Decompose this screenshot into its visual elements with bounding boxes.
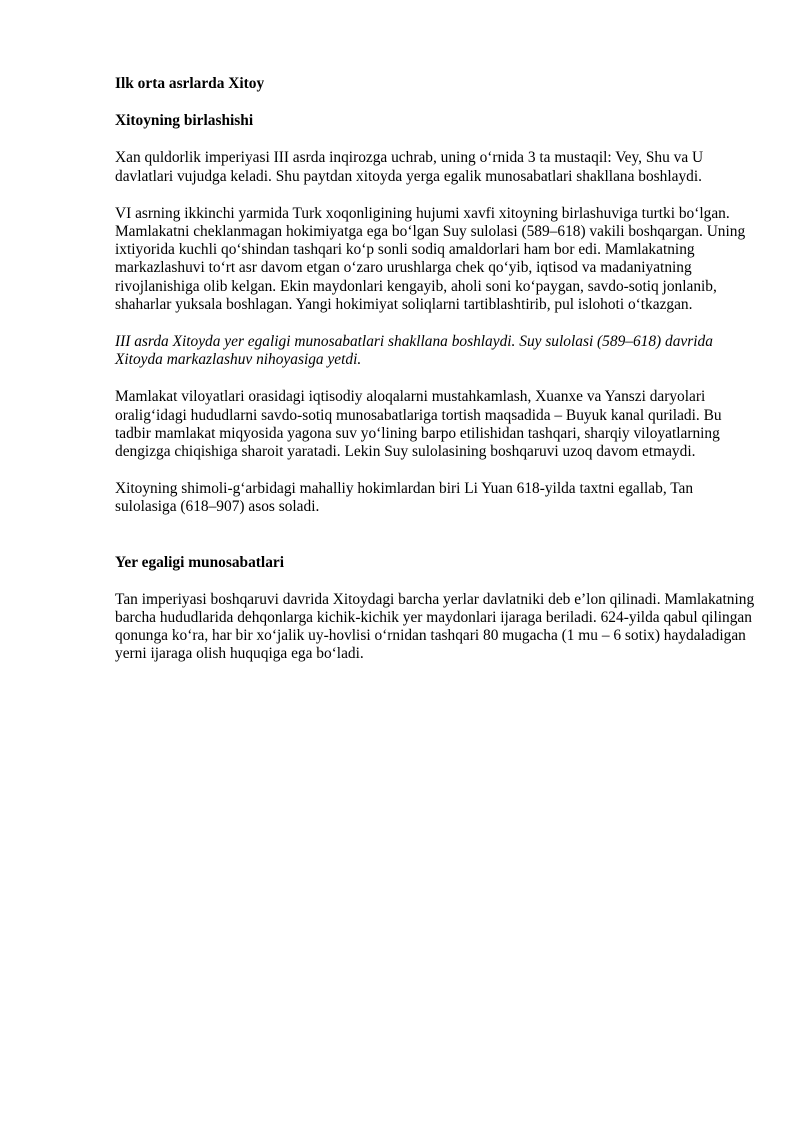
document-title: Ilk orta asrlarda Xitoy <box>115 75 265 92</box>
paragraph-han-collapse: Xan quldorlik imperiyasi III asrda inqirozga uchrab, uning o‘rnida 3 ta mustaqil: Vey, Shu va U davlatlari vujudga keladi. Shu paytdan xitoyda yerga egalik munosabatlari shakllana boshlaydi. <box>115 149 704 185</box>
paragraph-grand-canal: Mamlakat viloyatlari orasidagi iqtisodiy aloqalarni mustahkamlash, Xuanxe va Yanszi daryolari oralig‘idagi hududlarni savdo-sotiq munosabatlariga tortish maqsadida – Buyuk kanal quriladi. Bu tadbir mamlakat miqyosida yagona suv yo‘lining barpo etilishidan tashqari, sharqiy viloyatlarning dengizga chiqishiga sharoit yaratadi. Lekin Suy sulolasining boshqaruvi uzoq davom etmaydi. <box>115 388 722 461</box>
paragraph-tang-land: Tan imperiyasi boshqaruvi davrida Xitoydagi barcha yerlar davlatniki deb e’lon qilinadi. Mamlakatning barcha hududlarida dehqonlarga kichik-kichik yer maydonlari ijaraga beriladi. 624-yilda qabul qilingan qonunga ko‘ra, har bir xo‘jalik uy-hovlisi o‘rnidan tashqari 80 mugacha (1 mu – 6 sotix) haydaladigan yerni ijaraga olish huquqiga ega bo‘ladi. <box>115 590 755 663</box>
paragraph-tang-founding: Xitoyning shimoli-g‘arbidagi mahalliy hokimlardan biri Li Yuan 618-yilda taxtni egallab, Tan sulolasiga (618–907) asos soladi. <box>115 480 694 516</box>
paragraph-suy-dynasty: VI asrning ikkinchi yarmida Turk xoqonligining hujumi xavfi xitoyning birlashuviga turtki bo‘lgan. Mamlakatni cheklanmagan hokimiyatga ega bo‘lgan Suy sulolasi (589–618) vakili boshqargan. Uning ixtiyorida kuchli qo‘shindan tashqari ko‘p sonli sodiq amaldorlari ham bor edi. Mamlakatning markazlashuvi to‘rt asr davom etgan o‘zaro urushlarga chek qo‘yib, iqtisod va madaniyatning rivojlanishiga olib kelgan. Ekin maydonlari kengayib, aholi soni ko‘paygan, savdo-sotiq jonlanib, shaharlar yuksala boshlagan. Yangi hokimiyat soliqlarni tartiblashtirib, pul islohoti o‘tkazgan. <box>115 204 746 313</box>
section-heading-land-ownership: Yer egaligi munosabatlari <box>115 553 285 571</box>
document-page <box>115 75 755 664</box>
section-heading-unification: Xitoyning birlashishi <box>115 112 254 130</box>
paragraph-summary-italic: III asrda Xitoyda yer egaligi munosabatlari shakllana boshlaydi. Suy sulolasi (589–618) davrida Xitoyda markazlashuv nihoyasiga yetdi. <box>115 333 713 369</box>
